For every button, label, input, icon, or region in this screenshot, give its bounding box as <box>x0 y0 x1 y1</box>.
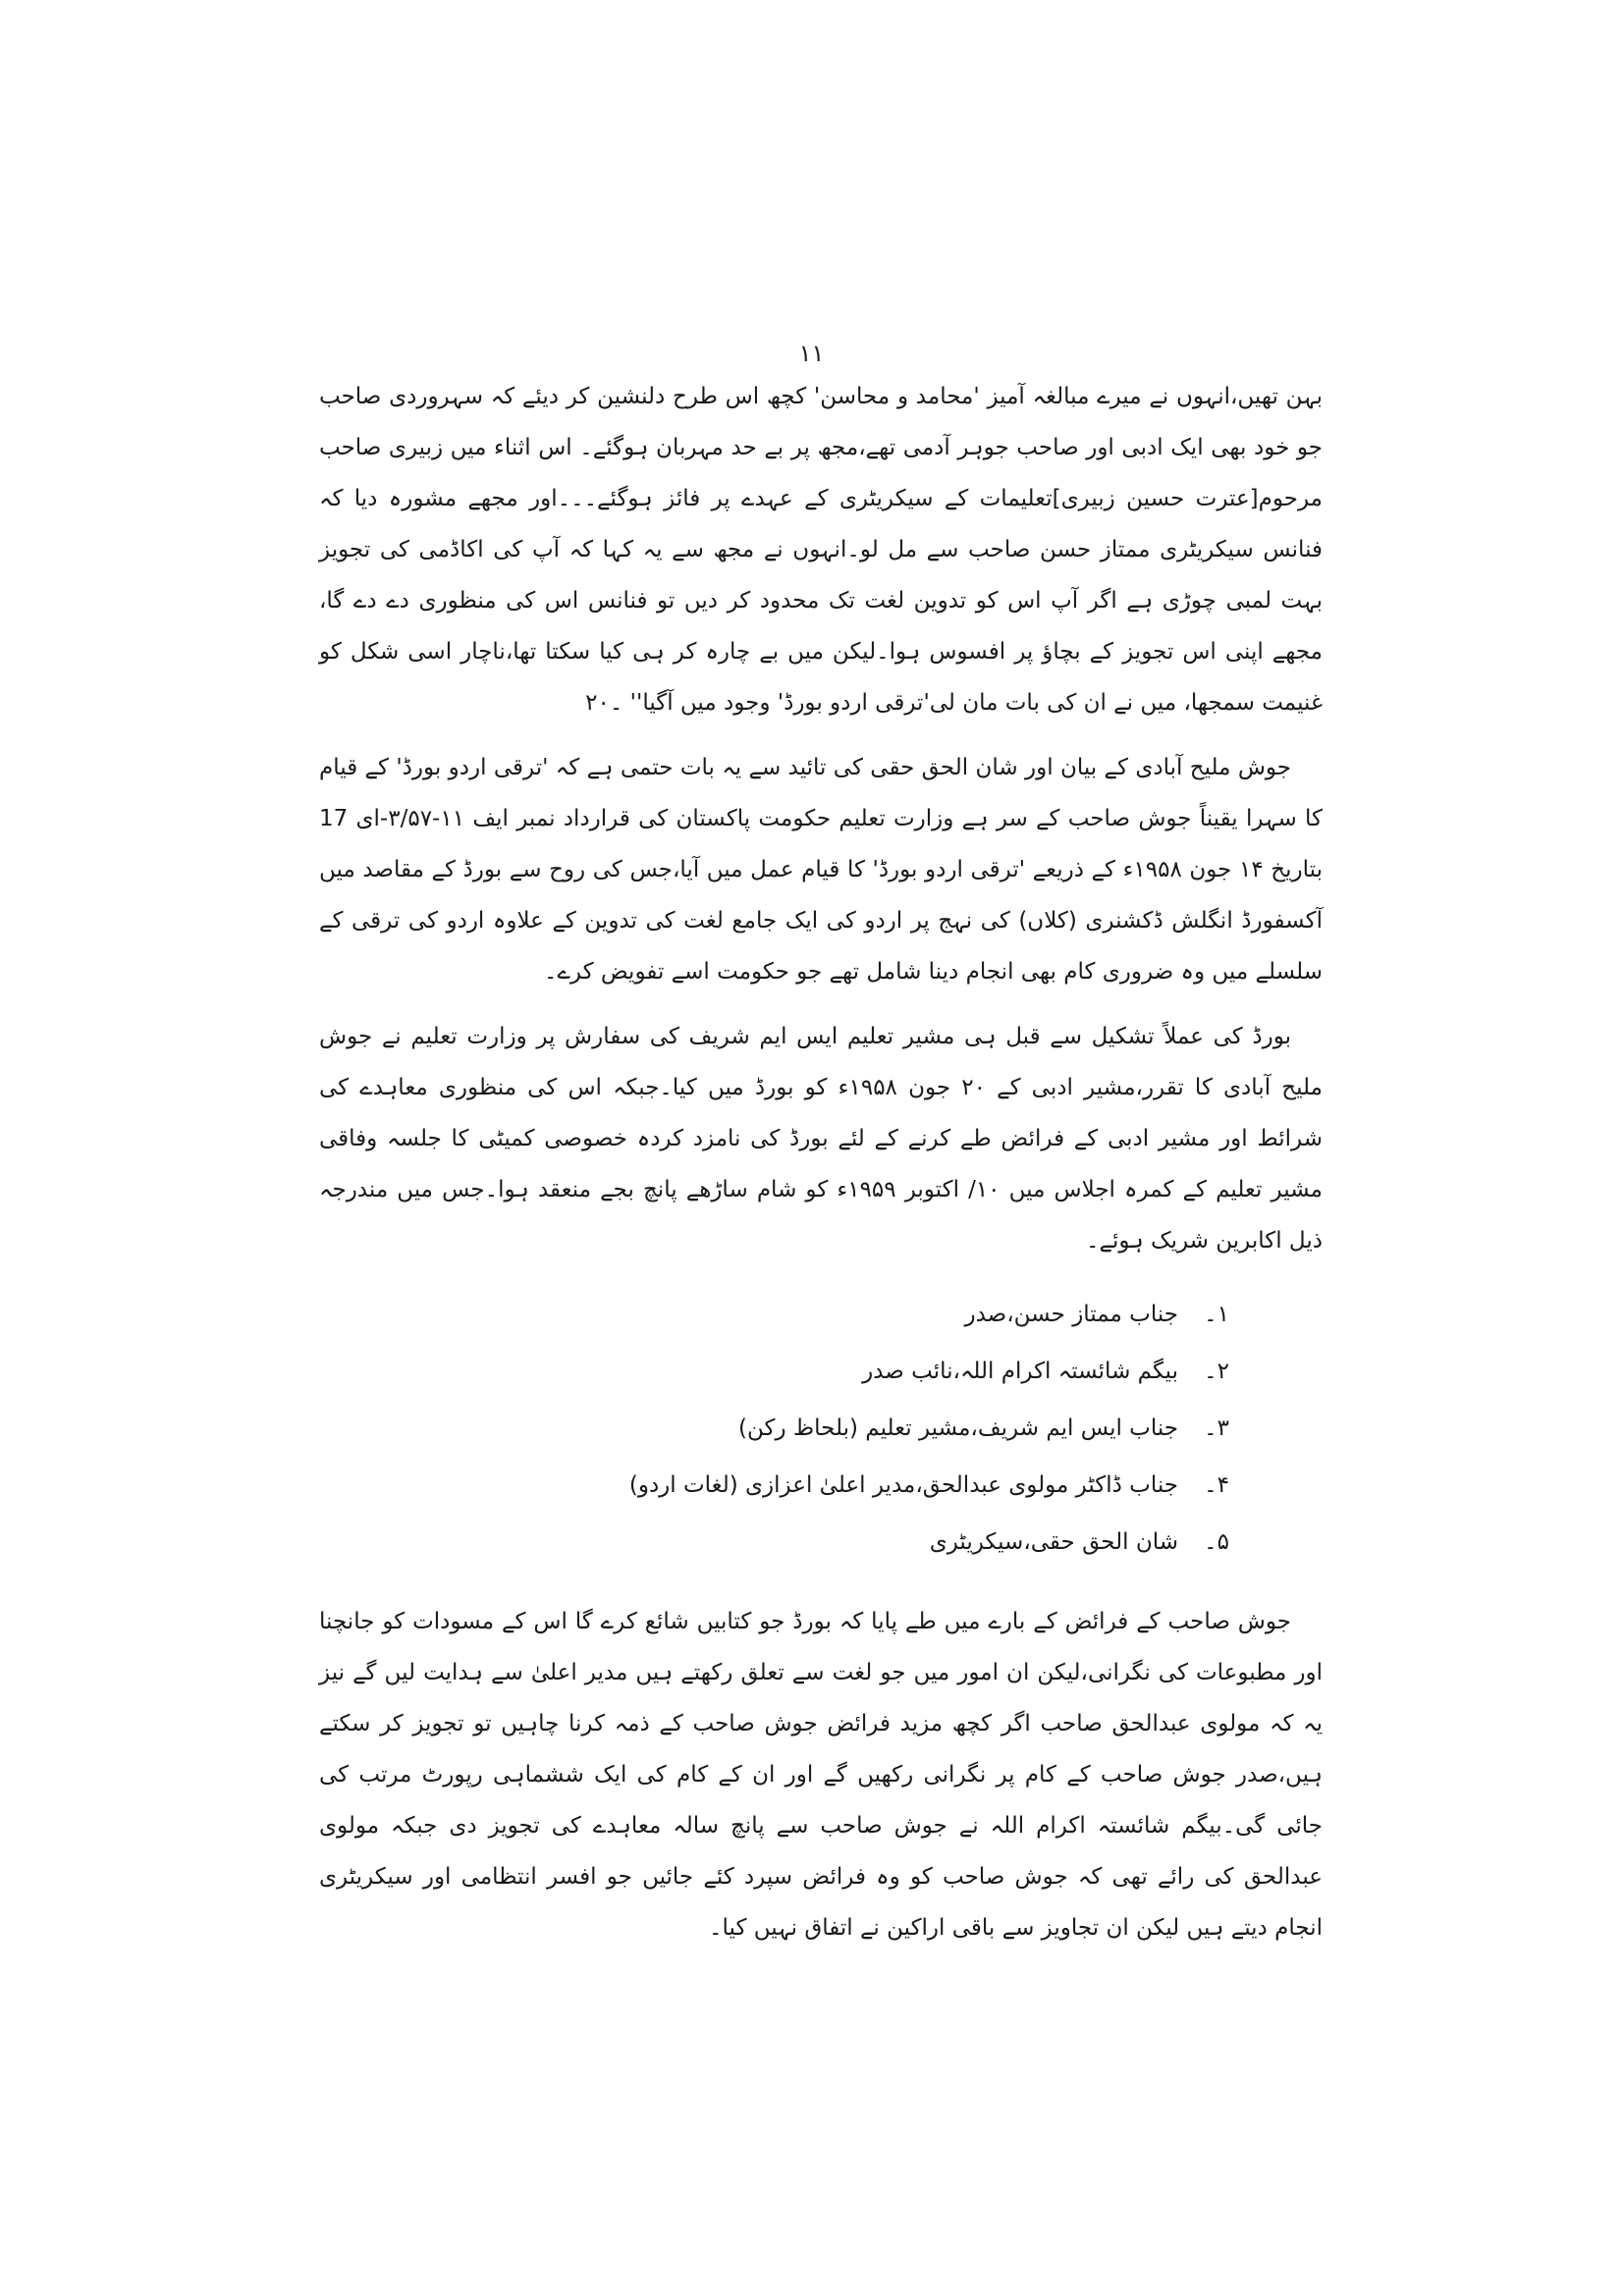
list-item-number: ۳۔ <box>1204 1415 1229 1441</box>
list-item <box>319 1343 1229 1400</box>
list-item <box>319 1514 1229 1571</box>
list-item-text: شان الحق حقی،سیکریٹری <box>929 1529 1178 1555</box>
paragraph-board-founding: جوش ملیح آبادی کے بیان اور شان الحق حقی کی تائید سے یہ بات حتمی ہے کہ 'ترقی اردو بورڈ' کے قیام کا سہرا یقیناً جوش صاحب کے سر ہے وزارت تعلیم حکومت پاکستان کی قرارداد نمبر ایف ۱۱-۳/۵۷-ای 17 بتاریخ ۱۴ جون ۱۹۵۸ء کے ذریعے 'ترقی اردو بورڈ' کا قیام عمل میں آیا،جس کی روح سے بورڈ کے مقاصد میں آکسفورڈ انگلش ڈکشنری (کلاں) کی نہج پر اردو کی ایک جامع لغت کی تدوین کے علاوہ اردو کی ترقی کے سلسلے میں وہ ضروری کام بھی انجام دینا شامل تھے جو حکومت اسے تفویض کرے۔ <box>319 755 1323 985</box>
list-item-number: ۱۔ <box>1204 1302 1229 1327</box>
list-item-text: بیگم شائستہ اکرام اللہ،نائب صدر <box>862 1359 1178 1384</box>
members-list <box>319 1286 1323 1571</box>
paragraph-appointment: بورڈ کی عملاً تشکیل سے قبل ہی مشیر تعلیم ایس ایم شریف کی سفارش پر وزارت تعلیم نے جوش ملیح آبادی کا تقرر،مشیر ادبی کے ۲۰ جون ۱۹۵۸ء کو بورڈ میں کیا۔جبکہ اس کی منظوری معاہدے کی شرائط اور مشیر ادبی کے فرائض طے کرنے کے لئے بورڈ کی نامزد کردہ خصوصی کمیٹی کا جلسہ وفاقی مشیر تعلیم کے کمرہ اجلاس میں ۱۰/ اکتوبر ۱۹۵۹ء کو شام ساڑھے پانچ بجے منعقد ہوا۔جس میں مندرجہ ذیل اکابرین شریک ہوئے۔ <box>319 1024 1323 1254</box>
list-item <box>319 1457 1229 1514</box>
list-item-text: جناب ممتاز حسن،صدر <box>964 1302 1178 1327</box>
document-body <box>319 371 1323 1967</box>
list-item <box>319 1400 1229 1457</box>
list-item-text: جناب ایس ایم شریف،مشیر تعلیم (بلحاظ رکن) <box>738 1415 1178 1441</box>
list-item-number: ۵۔ <box>1204 1529 1229 1555</box>
list-item-number: ۴۔ <box>1204 1472 1229 1498</box>
list-item-text: جناب ڈاکٹر مولوی عبدالحق،مدیر اعلیٰ اعزازی (لغات اردو) <box>628 1472 1178 1498</box>
list-item <box>319 1286 1229 1343</box>
page-number: ۱۱ <box>798 340 825 367</box>
list-item-number: ۲۔ <box>1204 1359 1229 1384</box>
paragraph-quote-continuation: بہن تھیں،انہوں نے میرے مبالغہ آمیز 'محامد و محاسن' کچھ اس طرح دلنشین کر دیئے کہ سہروردی صاحب جو خود بھی ایک ادبی اور صاحب جوہر آدمی تھے،مجھ پر بے حد مہربان ہوگئے۔ اس اثناء میں زبیری صاحب مرحوم[عترت حسین زبیری]تعلیمات کے سیکریٹری کے عہدے پر فائز ہوگئے۔۔۔اور مجھے مشورہ دیا کہ فنانس سیکریٹری ممتاز حسن صاحب سے مل لو۔انہوں نے مجھ سے یہ کہا کہ آپ کی اکاڈمی کی تجویز بہت لمبی چوڑی ہے اگر آپ اس کو تدوین لغت تک محدود کر دیں تو فنانس اس کی منظوری دے دے گا، مجھے اپنی اس تجویز کے بچاؤ پر افسوس ہوا۔لیکن میں بے چارہ کر ہی کیا سکتا تھا،ناچار اسی شکل کو غنیمت سمجھا، میں نے ان کی بات مان لی'ترقی اردو بورڈ' وجود میں آگیا'' ۔۲۰ <box>319 384 1323 716</box>
paragraph-duties: جوش صاحب کے فرائض کے بارے میں طے پایا کہ بورڈ جو کتابیں شائع کرے گا اس کے مسودات کو جانچنا اور مطبوعات کی نگرانی،لیکن ان امور میں جو لغت سے تعلق رکھتے ہیں مدیر اعلیٰ سے ہدایت لیں گے نیز یہ کہ مولوی عبدالحق صاحب اگر کچھ مزید فرائض جوش صاحب کے ذمہ کرنا چاہیں تو تجویز کر سکتے ہیں،صدر جوش صاحب کے کام پر نگرانی رکھیں گے اور ان کے کام کی ایک ششماہی رپورٹ مرتب کی جائی گی۔بیگم شائستہ اکرام اللہ نے جوش صاحب سے پانچ سالہ معاہدے کی تجویز دی جبکہ مولوی عبدالحق کی رائے تھی کہ جوش صاحب کو وہ فرائض سپرد کئے جائیں جو افسر انتظامی اور سیکریٹری انجام دیتے ہیں لیکن ان تجاویز سے باقی اراکین نے اتفاق نہیں کیا۔ <box>319 1609 1323 1941</box>
